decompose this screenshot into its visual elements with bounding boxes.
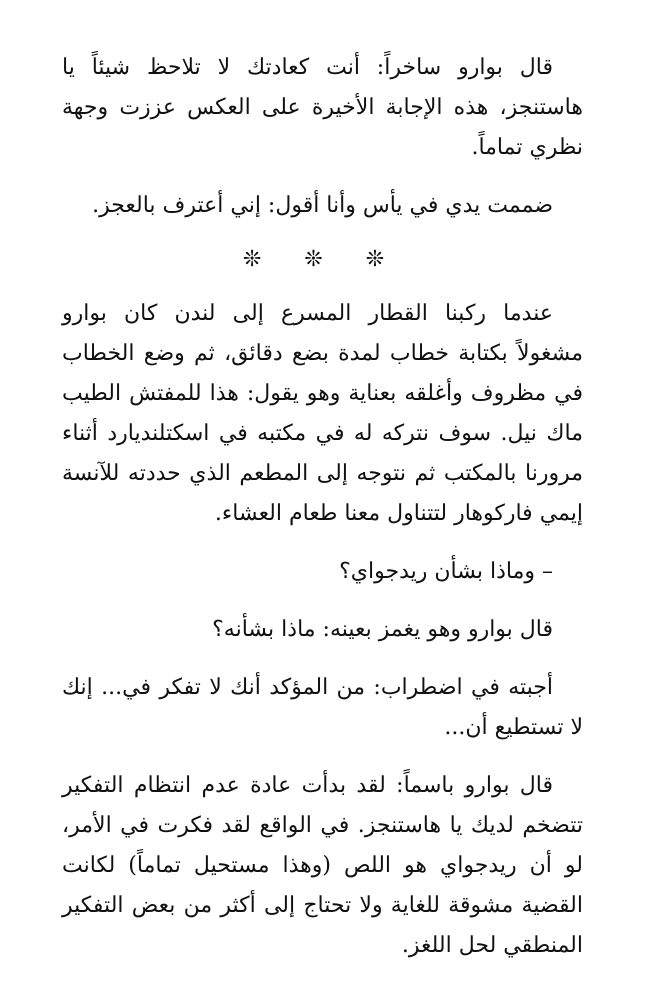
section-separator: ❊ ❊ ❊: [242, 247, 403, 272]
paragraph-poirot-mocking: قال بوارو ساخراً: أنت كعادتك لا تلاحظ شيئاً يا هاستنجز، هذه الإجابة الأخيرة على العكس عززت وجهة نظري تماماً.: [62, 55, 583, 160]
paragraph-train-letter: عندما ركبنا القطار المسرع إلى لندن كان بوارو مشغولاً بكتابة خطاب لمدة بضع دقائق، ثم وضع الخطاب في مظروف وأغلقه بعناية وهو يقول: هذا للمفتش الطيب ماك نيل. سوف نتركه له في مكتبه في اسكتلنديارد أثناء مرورنا بالمكتب ثم نتوجه إلى المطعم الذي حددته للآنسة إيمي فاركوهار لتتناول معنا طعام العشاء.: [62, 301, 583, 526]
paragraph-poirot-wink: قال بوارو وهو يغمز بعينه: ماذا بشأنه؟: [212, 617, 553, 642]
paragraph-ridgeway-question: – وماذا بشأن ريدجواي؟: [339, 559, 553, 584]
paragraph-admit-defeat: ضممت يدي في يأس وأنا أقول: إني أعترف بالعجز.: [92, 193, 553, 218]
paragraph-nervous-reply: أجبته في اضطراب: من المؤكد أنك لا تفكر في... إنك لا تستطيع أن...: [62, 675, 583, 740]
paragraph-poirot-smiling: قال بوارو باسماً: لقد بدأت عادة عدم انتظام التفكير تتضخم لديك يا هاستنجز. في الواقع لقد فكرت في الأمر، لو أن ريدجواي هو اللص (وهذا مستحيل تماماً) لكانت القضية مشوقة للغاية ولا تحتاج إلى أكثر من بعض التفكير المنطقي لحل اللغز.: [62, 773, 583, 958]
book-page: [62, 48, 583, 966]
